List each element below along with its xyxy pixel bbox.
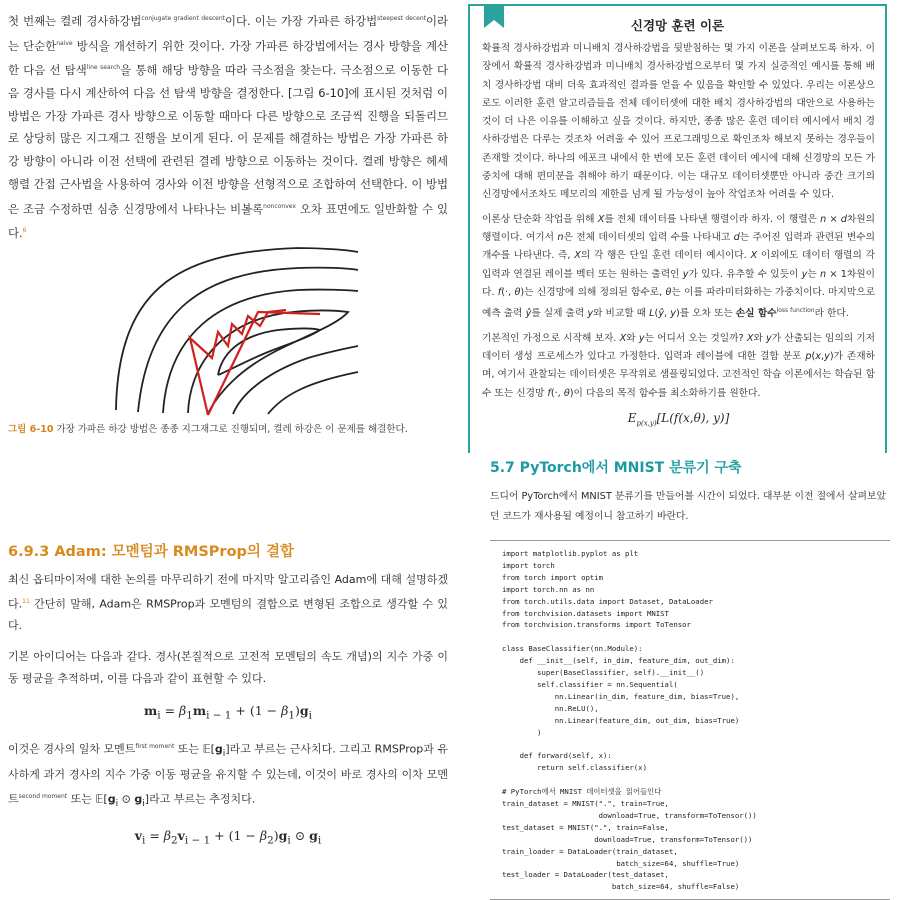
code-listing: import matplotlib.pyplot as plt import torch from torch import optim import torch.nn as nn from torch.utils.data import Dataset, DataLoader from torchvision.datasets import MNIST from torchvision.transforms import ToTensor class BaseClassifier(nn.Module): def __init__(self, in_dim, feature_dim, out_dim): super(BaseClassifier, self).__init__() self.classifier = nn.Sequential( nn.Linear(in_dim, feature_dim, bias=True), nn.ReLU(), nn.Linear(feature_dim, out_dim, bias=True) ) def forward(self, x): return self.classifier(x) # PyTorch에서 MNIST 데이터셋을 읽어들인다 train_dataset = MNIST(".", train=True, download=True, transform=ToTensor()) test_dataset = MNIST(".", train=False, download=True, transform=ToTensor()) train_loader = DataLoader(train_dataset, batch_size=64, shuffle=True) test_loader = DataLoader(test_dataset, batch_size=64, shuffle=False): [502, 549, 757, 892]
conjugate-path: [208, 312, 320, 415]
theory-paragraph: 기본적인 가정으로 시작해 보자. X와 y는 어디서 오는 것일까? X와 y가 산출되는 임의의 기저 데이터 생성 프로세스가 있다고 가정한다. 입력과 레이블에 대한 결합 분포 p(x,y)가 존재하며, 여기서 관찰되는 데이터셋은 무작위로 샘플링되었다. 고전적인 학습 이론에서는 학습된 함수 또는 신경망 f(·, θ)이 다음의 목적 함수를 최소화하기를 원한다.: [482, 332, 875, 399]
conjugate-gradient-paragraph: 첫 번째는 켤레 경사하강법$^{conjugate gradient descent}$이다. 이는 가장 가파른 하강법$^{steepest decent}$이라는 단순한$^{naive}$ 방식을 개선하기 위한 것이다. 가장 가파른 하강법에서는 경사 방향을 계산한 다음 선 탐색$^{line search}$을 통해 해당 방향을 따라 극소점을 찾는다. 극소점으로 이동한 다음 경사를 다시 계산하여 다음 선 탐색 방향을 결정한다. [그림 6-10]에 표시된 것처럼 이 방법은 가장 가파른 경사 방향으로 이동할 때마다 다른 방향으로 조금씩 진행을 되돌리므로 상당히 많은 지그재그 진행을 보이게 된다. 이 문제를 해결하는 방법은 가장 가파른 하강 방향이 아니라 이전 선택에 관련된 결레 방향으로 이동하는 것이다. 켤레 방향은 헤세 행렬 간접 근사법을 사용하여 경사와 이전 방향을 선형적으로 조합하여 선택한다. 이 방법은 조금 수정하면 심층 신경망에서 나타나는 비볼록$^{nonconvex}$ 오차 표면에도 일반화할 수 있다.$^6$: [8, 13, 448, 241]
theory-box: [468, 4, 887, 453]
mnist-intro: 드디어 PyTorch에서 MNIST 분류기를 만들어볼 시간이 되었다. 대부분 이전 절에서 살펴보았던 코드가 재사용될 예정이니 참고하기 바란다.: [490, 491, 886, 522]
adam-paragraph: 최신 옵티마이저에 대한 논의를 마무리하기 전에 마지막 알고리즘인 Adam에 대해 설명하겠다.$^{11}$ 간단히 말해, Adam은 RMSProp과 모멘텀의 결합으로 변형된 조합으로 생각할 수 있다.: [8, 573, 448, 632]
contour-line: [218, 329, 320, 376]
section-heading: 5.7 PyTorch에서 MNIST 분류기 구축: [490, 460, 742, 476]
figure-caption-text: 가장 가파른 하강 방법은 종종 지그재그로 진행되며, 켤레 하강은 이 문제를 해결한다.: [53, 424, 408, 435]
contour-figure: [108, 240, 358, 415]
figure-caption: [8, 421, 408, 435]
figure-number: 그림 6-10: [8, 424, 54, 435]
adam-paragraph: 이것은 경사의 일차 모멘트$^{first moment}$ 또는 $𝔼[g_i]$라고 부르는 근사치다. 그리고 RMSProp과 유사하게 과거 경사의 지수 가중 이동 평균을 유지할 수 있는데, 이것이 바로 경사의 이차 모멘트$^{second moment}$ 또는 $𝔼[g_i$ ⊙ $g_i$]라고 부르는 추정치다.: [8, 742, 449, 809]
steepest-descent-path: [190, 310, 286, 415]
section-heading: 6.9.3 Adam: 모멘텀과 RMSProp의 결합: [8, 544, 294, 560]
conjugate-gradient-section: [8, 8, 448, 448]
theory-paragraph: 확률적 경사하강법과 미니배치 경사하강법을 뒷받침하는 몇 가지 이론을 살펴보도록 하자. 이 장에서 확률적 경사하강법과 미니배치 경사하강법으로부터 몇 가지 실증적인 예시를 통해 배치 경사하강법 대비 더욱 효과적인 결과를 얻을 수 있음을 확인할 수 있었다. 우리는 이론상으로도 이러한 훈련 알고리즘들을 전체 데이터셋에 대한 배치 경사하강법의 대안으로 사용하는 것이 더 나은 이유를 이해하고 싶을 것이다. 하지만, 종종 많은 훈련 데이터 예시에서 배치 경사하강법은 다루는 것조차 어려울 수 있어 프로그래밍으로 확인조차 해보지 못하는 경우들이 존재할 것이다. 하나의 에포크 내에서 한 번에 모든 훈련 데이터 예시에 대해 신경망의 모든 가중치에 대해 편미분을 취해야 하기 때문이다. 이는 대규모 데이터셋뿐만 아니라 중간 크기의 신경망에서조차도 메모리의 제한을 넘게 될 가능성이 높아 작업조차 어려울 수 있다.: [482, 43, 875, 201]
contour-line: [233, 346, 358, 414]
second-moment-equation: $v_i = \beta_2v_{i - 1} + (1 - \beta_2)g_i$ ⊙ $g_i$: [134, 827, 322, 847]
contour-line: [188, 311, 348, 414]
theory-box-body: [482, 40, 875, 427]
objective-formula: $E_{p(x,y)}[L(f(x,\theta)$, y)]: [627, 410, 730, 428]
code-block: [490, 540, 890, 900]
adam-section: [8, 540, 449, 847]
theory-box-title: 신경망 훈련 이론: [630, 18, 725, 33]
mnist-section: [490, 457, 890, 897]
first-moment-equation: $m_i = \beta_1m_{i - 1} + (1 - \beta_1)g_i$: [144, 703, 312, 722]
adam-paragraph: 기본 아이디어는 다음과 같다. 경사(본질적으로 고전적 모멘텀의 속도 개념)의 지수 가중 이동 평균을 추적하며, 이를 다음과 같이 표현할 수 있다.: [8, 650, 448, 685]
theory-paragraph: 이론상 단순화 작업을 위해 X를 전체 데이터를 나타낸 행렬이라 하자. 이 행렬은 n × d차원의 행렬이다. 여기서 n은 전체 데이터셋의 입력 수를 나타내고 d는 주어진 입력과 관련된 변수의 개수를 나타낸다. 즉, X의 각 행은 단일 훈련 데이터 예시이다. X 이외에도 데이터 행렬의 각 입력과 연결된 레이블 벡터 또는 원하는 출력인 y가 있다. 유추할 수 있듯이 y는 n × 1차원이다. f(·, θ)는 신경망에 의해 정의된 함수로, θ는 이를 파라미터화하는 가중치이다. 마지막으로 예측 출력 ŷ를 실제 출력 y와 비교할 때 L(ŷ, y)를 오차 또는 손실 함수$^{loss function}$라 한다.: [482, 213, 876, 320]
contour-line: [268, 372, 358, 414]
